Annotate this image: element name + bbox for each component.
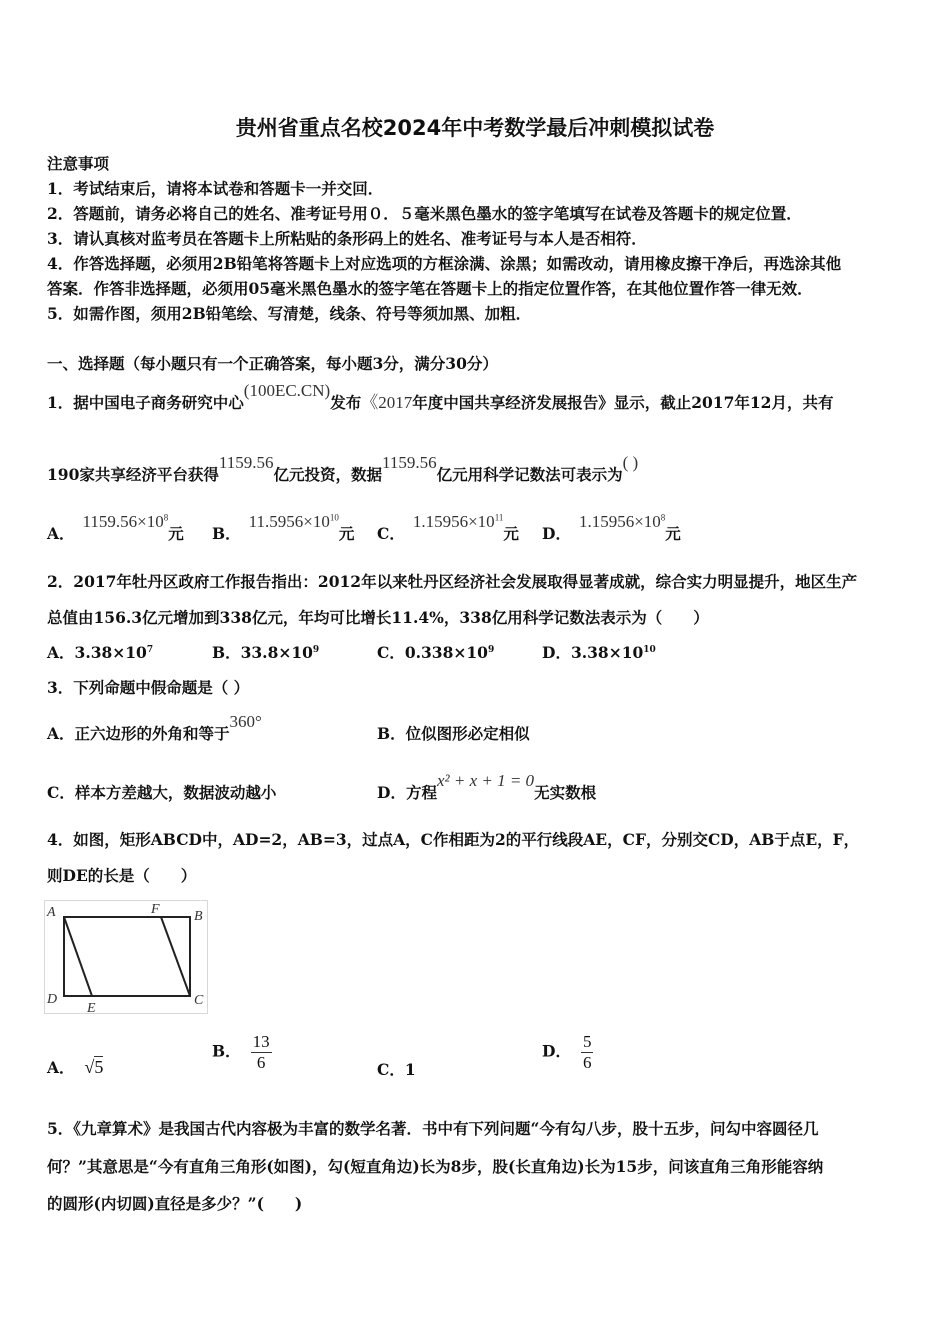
q1-text: 亿元投资，数据 <box>273 465 382 484</box>
label-a: A <box>47 905 56 920</box>
question-5-line-1: 5．《九章算术》是我国古代内容极为丰富的数学名著．书中有下列问题“今有勾八步，股十五步，问勾中容圆径几 <box>47 1119 819 1138</box>
q2-option-d[interactable]: D．$3.38\times 10^{10}$ <box>542 643 656 662</box>
q3-option-b[interactable]: B．位似图形必定相似 <box>377 724 530 743</box>
q1-option-a[interactable]: A．$1159.56\times 10^8$元 <box>47 512 184 543</box>
q2-option-b[interactable]: B．$33.8\times 10^9$ <box>212 643 320 662</box>
note-item: 1．考试结束后，请将本试卷和答题卡一并交回． <box>47 179 384 198</box>
note-item: 5．如需作图，须用2B铅笔绘、写清楚，线条、符号等须加黑、加粗． <box>47 304 532 323</box>
q1-option-d[interactable]: D．$1.15956\times 10^8$元 <box>542 512 681 543</box>
q3-option-a[interactable]: A．正六边形的外角和等于360° <box>47 712 262 743</box>
q2-option-a[interactable]: A．$3.38\times 10^7$ <box>47 643 154 662</box>
rectangle-figure <box>44 900 209 1015</box>
label-c: C <box>194 993 204 1008</box>
question-4-line-1: 4．如图，矩形ABCD中，AD=2，AB=3，过点A，C作相距为2的平行线段AE，CF，分别交CD，AB于点E，F， <box>47 830 860 849</box>
label-e: E <box>87 1001 96 1015</box>
note-item: 答案．作答非选择题，必须用05毫米黑色墨水的签字笔在答题卡上的指定位置作答，在其他位置作答一律无效． <box>47 279 813 298</box>
q4-option-b[interactable]: B． $\frac{13}{6}$ <box>212 1032 270 1072</box>
q1-math-year: 《2017 <box>361 393 413 412</box>
q4-option-a[interactable]: A． √5 <box>47 1057 104 1077</box>
q4-option-c[interactable]: C．1 <box>377 1060 416 1079</box>
segment-ae <box>64 917 92 996</box>
q2-option-c[interactable]: C．$0.338\times 10^9$ <box>377 643 495 662</box>
q1-math-value: 1159.56 <box>382 453 437 472</box>
question-2-line-1: 2．2017年牡丹区政府工作报告指出：2012年以来牡丹区经济社会发展取得显著成就，综合实力明显提升，地区生产 <box>47 572 858 591</box>
question-4-line-2: 则DE的长是（ ） <box>47 866 197 885</box>
question-3-stem: 3．下列命题中假命题是（ ） <box>47 678 250 697</box>
q3-option-d[interactable]: D．方程x² + x + 1 = 0无实数根 <box>377 771 597 802</box>
label-d: D <box>47 992 58 1007</box>
question-2-line-2: 总值由156.3亿元增加到338亿元，年均可比增长11.4%，338亿用科学记数法表示为（ ） <box>47 608 709 627</box>
q1-text: 年度中国共享经济发展报告》显示，截止2017年12月，共有 <box>412 393 834 412</box>
label-f: F <box>151 902 160 917</box>
rectangle-abcd <box>64 917 190 996</box>
q4-option-d[interactable]: D． $\frac{5}{6}$ <box>542 1032 592 1072</box>
q1-option-b[interactable]: B．$11.5956\times 10^{10}$元 <box>212 512 355 543</box>
q1-math-value: 1159.56 <box>218 453 274 472</box>
question-5-line-2: 何？”其意思是“今有直角三角形(如图)，勾(短直角边)长为8步，股(长直角边)长为15步，问该直角三角形能容纳 <box>47 1157 824 1176</box>
note-item: 4．作答选择题，必须用2B铅笔将答题卡上对应选项的方框涂满、涂黑；如需改动，请用橡皮擦干净后，再选涂其他 <box>47 254 842 273</box>
q1-option-c[interactable]: C．$1.15956\times 10^{11}$元 <box>377 512 519 543</box>
notes-heading: 注意事项 <box>47 154 110 173</box>
label-b: B <box>194 909 203 924</box>
exam-title: 贵州省重点名校2024年中考数学最后冲刺模拟试卷 <box>235 116 715 140</box>
q1-math-source: (100EC.CN) <box>243 381 331 400</box>
q3-option-c[interactable]: C．样本方差越大，数据波动越小 <box>47 783 277 802</box>
q1-text: 亿元用科学记数法可表示为 <box>436 465 623 484</box>
section-heading: 一、选择题（每小题只有一个正确答案，每小题3分，满分30分） <box>47 354 498 373</box>
question-5-line-3: 的圆形(内切圆)直径是多少？”( ) <box>47 1194 303 1213</box>
q1-text: 190家共享经济平台获得 <box>47 465 219 484</box>
note-item: 2．答题前，请务必将自己的姓名、准考证号用０．５毫米黑色墨水的签字笔填写在试卷及答题卡的规定位置． <box>47 204 802 223</box>
answer-paren: ( ) <box>622 453 639 472</box>
q1-text: 1．据中国电子商务研究中心 <box>47 393 244 412</box>
q1-text: 发布 <box>330 393 362 412</box>
question-1-line-2 <box>47 453 639 485</box>
note-item: 3．请认真核对监考员在答题卡上所粘贴的条形码上的姓名、准考证号与本人是否相符． <box>47 229 647 248</box>
question-1-line-1 <box>47 381 834 413</box>
segment-cf <box>161 917 190 996</box>
